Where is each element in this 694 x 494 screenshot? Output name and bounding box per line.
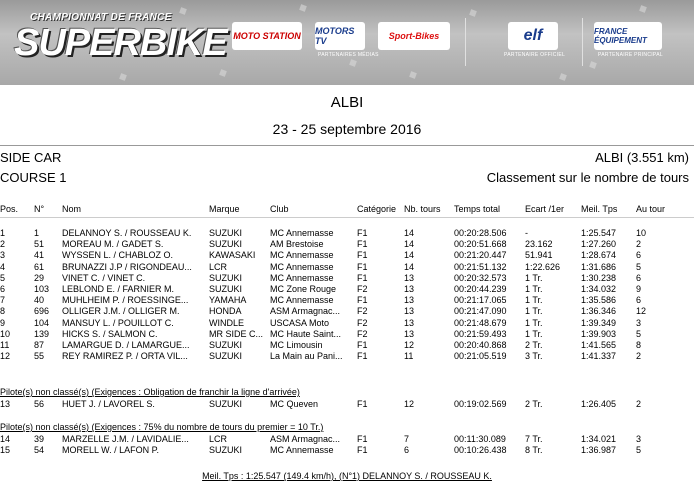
cell-brand: SUZUKI <box>209 228 243 238</box>
cell-pos: 11 <box>0 340 10 350</box>
cell-total-time: 00:11:30.089 <box>454 434 506 444</box>
cell-best-lap: 8 <box>636 340 642 350</box>
cell-pos: 9 <box>0 317 6 328</box>
cell-laps: 13 <box>404 328 415 339</box>
cell-name: MARZELLE J.M. / LAVIDALIE... <box>62 434 189 444</box>
table-row <box>0 250 694 261</box>
cell-name: HUET J. / LAVOREL S. <box>62 399 155 409</box>
cell-name: DELANNOY S. / ROUSSEAU K. <box>62 228 192 238</box>
cell-gap: 51.941 <box>525 250 553 261</box>
cell-pos: 15 <box>0 445 11 455</box>
media-partners-label: PARTENAIRES MÉDIAS <box>318 52 379 58</box>
cell-gap: 23.162 <box>525 239 553 250</box>
column-header-pos: Pos. <box>0 204 19 214</box>
cell-club: MC Annemasse <box>270 250 334 261</box>
column-header-category: Catégorie <box>357 204 397 214</box>
cell-best-time: 1:41.337 <box>581 351 617 362</box>
table-row <box>0 329 694 340</box>
cell-name: MANSUY L. / POUILLOT C. <box>62 317 174 328</box>
cell-category: F1 <box>357 295 368 306</box>
cell-best-lap: 3 <box>636 434 642 444</box>
cell-category: F1 <box>357 445 368 455</box>
cell-best-lap: 5 <box>636 445 642 455</box>
cell-number: 54 <box>34 445 45 455</box>
cell-total-time: 00:21:51.132 <box>454 261 507 272</box>
cell-brand: KAWASAKI <box>209 250 256 261</box>
cell-gap: 1 Tr. <box>525 306 543 317</box>
cell-best-time: 1:34.021 <box>581 434 617 444</box>
column-header-name: Nom <box>62 204 82 214</box>
cell-total-time: 00:20:32.573 <box>454 272 507 283</box>
cell-gap: 8 Tr. <box>525 445 543 455</box>
table-row <box>0 284 694 295</box>
column-header-number: N° <box>34 204 45 214</box>
cell-club: MC Zone Rouge <box>270 284 337 294</box>
divider <box>465 18 466 66</box>
cell-laps: 14 <box>404 228 415 238</box>
cell-best-time: 1:41.565 <box>581 340 617 350</box>
cell-number: 696 <box>34 306 50 317</box>
cell-name: LEBLOND E. / FARNIER M. <box>62 284 175 294</box>
event-title: ALBI <box>330 94 364 111</box>
table-row <box>0 399 694 410</box>
cell-number: 51 <box>34 239 45 250</box>
divider <box>582 18 583 66</box>
cell-gap: 3 Tr. <box>525 351 543 362</box>
cell-brand: HONDA <box>209 306 242 317</box>
cell-category: F1 <box>357 399 368 409</box>
cell-club: MC Annemasse <box>270 228 334 238</box>
cell-number: 1 <box>34 228 40 238</box>
table-row <box>0 445 694 456</box>
cell-total-time: 00:21:20.447 <box>454 250 507 261</box>
cell-category: F1 <box>357 228 368 238</box>
cell-laps: 6 <box>404 445 410 455</box>
table-row <box>0 295 694 306</box>
cell-total-time: 00:21:05.519 <box>454 351 507 362</box>
cell-category: F2 <box>357 284 368 294</box>
cell-pos: 3 <box>0 250 6 261</box>
cell-total-time: 00:10:26.438 <box>454 445 507 455</box>
cell-brand: LCR <box>209 261 228 272</box>
motors-tv-logo: MOTORS TV <box>315 22 365 50</box>
cell-name: WYSSEN L. / CHABLOZ O. <box>62 250 174 261</box>
cell-best-lap: 9 <box>636 284 642 294</box>
sport-bikes-logo: Sport-Bikes <box>378 22 450 50</box>
cell-pos: 2 <box>0 239 6 250</box>
cell-laps: 13 <box>404 306 415 317</box>
cell-brand: MR SIDE C... <box>209 328 264 339</box>
superbike-logo: SUPERBIKE <box>14 22 227 64</box>
championship-label: CHAMPIONNAT DE FRANCE <box>30 12 172 23</box>
cell-name: MOREAU M. / GADET S. <box>62 239 164 250</box>
cell-name: VINET C. / VINET C. <box>62 272 146 283</box>
official-partner-label: PARTENAIRE OFFICIEL <box>504 52 566 58</box>
event-dates: 23 - 25 septembre 2016 <box>272 121 422 137</box>
cell-category: F1 <box>357 272 368 283</box>
cell-club: La Main au Pani... <box>270 351 343 362</box>
cell-category: F1 <box>357 340 368 350</box>
cell-name: OLLIGER J.M. / OLLIGER M. <box>62 306 180 317</box>
cell-name: BRUNAZZI J.P / RIGONDEAU... <box>62 261 192 272</box>
cell-total-time: 00:20:44.239 <box>454 284 507 294</box>
cell-best-lap: 3 <box>636 317 642 328</box>
cell-laps: 12 <box>404 399 415 409</box>
table-row <box>0 262 694 273</box>
cell-best-lap: 2 <box>636 239 642 250</box>
circuit-info: ALBI (3.551 km) <box>595 150 689 165</box>
cell-club: MC Limousin <box>270 340 323 350</box>
cell-gap: 2 Tr. <box>525 340 543 350</box>
cell-laps: 13 <box>404 317 415 328</box>
cell-best-lap: 12 <box>636 306 647 317</box>
cell-gap: 1 Tr. <box>525 272 543 283</box>
divider <box>0 145 694 146</box>
cell-club: MC Queven <box>270 399 319 409</box>
cell-total-time: 00:20:28.506 <box>454 228 507 238</box>
table-row <box>0 318 694 329</box>
header-banner <box>0 0 694 85</box>
table-row <box>0 340 694 351</box>
cell-gap: 1 Tr. <box>525 328 543 339</box>
cell-club: MC Haute Saint... <box>270 328 342 339</box>
elf-logo: elf <box>508 22 558 50</box>
cell-number: 56 <box>34 399 45 409</box>
cell-best-time: 1:25.547 <box>581 228 617 238</box>
cell-club: MC Annemasse <box>270 261 334 272</box>
cell-name: MORELL W. / LAFON P. <box>62 445 160 455</box>
cell-best-lap: 2 <box>636 399 642 409</box>
section-title-min-laps: Pilote(s) non classé(s) (Exigences : 75% du nombre de tours du premier = 10 Tr.) <box>0 422 324 432</box>
race-course: COURSE 1 <box>0 170 67 185</box>
cell-brand: YAMAHA <box>209 295 247 306</box>
cell-best-lap: 5 <box>636 328 642 339</box>
cell-category: F1 <box>357 434 368 444</box>
cell-category: F1 <box>357 351 368 362</box>
cell-pos: 6 <box>0 284 6 294</box>
cell-laps: 14 <box>404 261 415 272</box>
cell-pos: 10 <box>0 328 11 339</box>
cell-brand: SUZUKI <box>209 445 243 455</box>
cell-total-time: 00:20:40.868 <box>454 340 507 350</box>
cell-laps: 13 <box>404 272 415 283</box>
cell-category: F1 <box>357 261 368 272</box>
cell-name: HICKS S. / SALMON C. <box>62 328 158 339</box>
cell-laps: 14 <box>404 239 415 250</box>
cell-number: 55 <box>34 351 45 362</box>
cell-category: F1 <box>357 239 368 250</box>
column-header-best-time: Meil. Tps <box>581 204 618 214</box>
cell-best-time: 1:39.903 <box>581 328 617 339</box>
column-header-club: Club <box>270 204 289 214</box>
cell-gap: 2 Tr. <box>525 399 543 409</box>
column-header-laps: Nb. tours <box>404 204 441 214</box>
cell-number: 39 <box>34 434 45 444</box>
cell-name: REY RAMIREZ P. / ORTA VIL... <box>62 351 188 362</box>
main-partner-label: PARTENAIRE PRINCIPAL <box>598 52 663 58</box>
table-row <box>0 351 694 362</box>
cell-club: MC Annemasse <box>270 445 334 455</box>
divider <box>0 217 694 218</box>
cell-pos: 13 <box>0 399 11 409</box>
cell-total-time: 00:20:51.668 <box>454 239 507 250</box>
cell-total-time: 00:19:02.569 <box>454 399 507 409</box>
cell-number: 104 <box>34 317 50 328</box>
cell-total-time: 00:21:59.493 <box>454 328 507 339</box>
cell-laps: 14 <box>404 250 415 261</box>
table-row <box>0 434 694 445</box>
cell-brand: WINDLE <box>209 317 245 328</box>
cell-club: USCASA Moto <box>270 317 330 328</box>
cell-gap: 7 Tr. <box>525 434 543 444</box>
cell-best-time: 1:26.405 <box>581 399 617 409</box>
cell-laps: 13 <box>404 295 415 306</box>
cell-best-time: 1:28.674 <box>581 250 617 261</box>
cell-club: AM Brestoise <box>270 239 324 250</box>
cell-laps: 7 <box>404 434 410 444</box>
column-header-brand: Marque <box>209 204 240 214</box>
cell-name: MUHLHEIM P. / ROESSINGE... <box>62 295 189 306</box>
cell-laps: 13 <box>404 284 415 294</box>
cell-brand: SUZUKI <box>209 272 243 283</box>
cell-brand: SUZUKI <box>209 399 243 409</box>
table-row <box>0 228 694 239</box>
best-lap-footer: Meil. Tps : 1:25.547 (149.4 km/h), (N°1) DELANNOY S. / ROUSSEAU K. <box>202 471 492 481</box>
ranking-type: Classement sur le nombre de tours <box>486 170 689 185</box>
cell-gap: - <box>525 228 528 238</box>
cell-gap: 1 Tr. <box>525 284 543 294</box>
cell-best-time: 1:36.346 <box>581 306 617 317</box>
cell-category: F1 <box>357 250 368 261</box>
cell-number: 41 <box>34 250 45 261</box>
cell-number: 61 <box>34 261 45 272</box>
cell-gap: 1:22.626 <box>525 261 561 272</box>
cell-name: LAMARGUE D. / LAMARGUE... <box>62 340 190 350</box>
cell-best-time: 1:39.349 <box>581 317 617 328</box>
cell-total-time: 00:21:47.090 <box>454 306 507 317</box>
cell-number: 40 <box>34 295 45 306</box>
cell-category: F2 <box>357 306 368 317</box>
cell-best-lap: 6 <box>636 295 642 306</box>
cell-best-lap: 10 <box>636 228 647 238</box>
moto-station-logo: MOTO STATION <box>232 22 302 50</box>
race-category: SIDE CAR <box>0 150 62 165</box>
cell-pos: 1 <box>0 228 6 238</box>
cell-brand: SUZUKI <box>209 284 243 294</box>
cell-best-lap: 2 <box>636 351 642 362</box>
cell-brand: SUZUKI <box>209 340 243 350</box>
cell-pos: 12 <box>0 351 11 362</box>
cell-best-time: 1:34.032 <box>581 284 617 294</box>
cell-pos: 14 <box>0 434 11 444</box>
cell-best-time: 1:36.987 <box>581 445 617 455</box>
cell-best-time: 1:35.586 <box>581 295 617 306</box>
cell-club: MC Annemasse <box>270 295 334 306</box>
cell-best-lap: 6 <box>636 250 642 261</box>
cell-best-lap: 5 <box>636 261 642 272</box>
cell-pos: 5 <box>0 272 6 283</box>
cell-category: F2 <box>357 328 368 339</box>
cell-pos: 4 <box>0 261 6 272</box>
cell-best-time: 1:27.260 <box>581 239 617 250</box>
cell-best-time: 1:30.238 <box>581 272 617 283</box>
cell-brand: LCR <box>209 434 228 444</box>
cell-brand: SUZUKI <box>209 239 243 250</box>
france-equipement-logo: FRANCE ÉQUIPEMENT <box>594 22 662 50</box>
cell-number: 29 <box>34 272 45 283</box>
cell-best-time: 1:31.686 <box>581 261 617 272</box>
cell-number: 87 <box>34 340 45 350</box>
table-row <box>0 273 694 284</box>
cell-pos: 7 <box>0 295 6 306</box>
cell-gap: 1 Tr. <box>525 295 543 306</box>
cell-best-lap: 6 <box>636 272 642 283</box>
cell-total-time: 00:21:17.065 <box>454 295 507 306</box>
cell-category: F2 <box>357 317 368 328</box>
table-row <box>0 306 694 317</box>
cell-number: 103 <box>34 284 50 294</box>
column-header-best-lap: Au tour <box>636 204 666 214</box>
cell-laps: 12 <box>404 340 415 350</box>
cell-club: MC Annemasse <box>270 272 334 283</box>
column-header-total-time: Temps total <box>454 204 501 214</box>
cell-club: ASM Armagnac... <box>270 434 341 444</box>
cell-pos: 8 <box>0 306 6 317</box>
cell-club: ASM Armagnac... <box>270 306 341 317</box>
table-row <box>0 239 694 250</box>
section-title-not-finished: Pilote(s) non classé(s) (Exigences : Obligation de franchir la ligne d'arrivée) <box>0 387 300 397</box>
cell-brand: SUZUKI <box>209 351 243 362</box>
column-header-gap: Ecart /1er <box>525 204 565 214</box>
cell-total-time: 00:21:48.679 <box>454 317 507 328</box>
cell-gap: 1 Tr. <box>525 317 543 328</box>
cell-laps: 11 <box>404 351 414 362</box>
cell-number: 139 <box>34 328 50 339</box>
